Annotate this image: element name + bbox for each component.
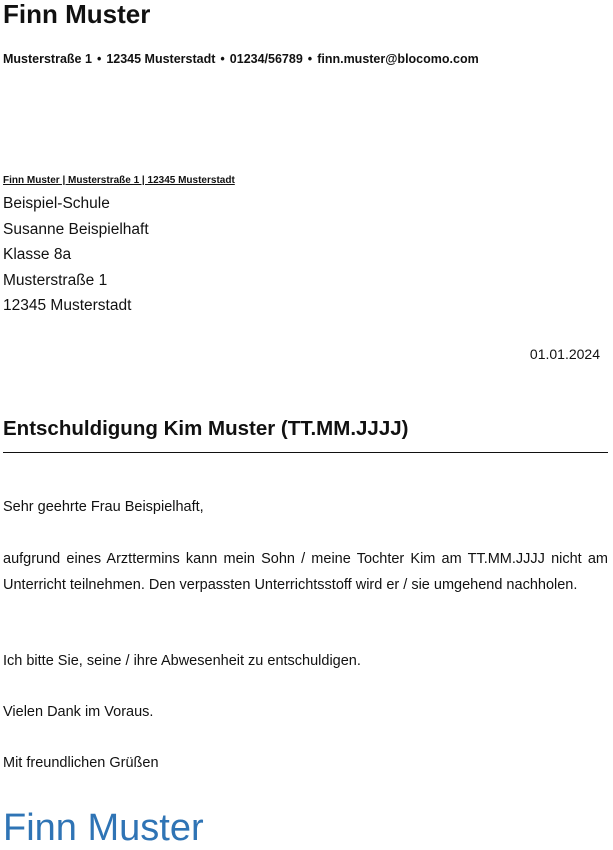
subject-divider <box>3 452 608 453</box>
sender-street: Musterstraße 1 <box>3 52 92 66</box>
closing-phrase: Mit freundlichen Grüßen <box>3 755 159 771</box>
recipient-address <box>3 191 149 319</box>
separator-dot: • <box>307 52 313 66</box>
recipient-class: Klasse 8a <box>3 246 72 264</box>
sender-phone: 01234/56789 <box>229 52 303 66</box>
signature: Finn Muster <box>3 807 204 849</box>
separator-dot: • <box>220 52 225 66</box>
return-address-line: Finn Muster | Musterstraße 1 | 12345 Musterstadt <box>3 175 235 186</box>
letter-subject: Entschuldigung Kim Muster (TT.MM.JJJJ) <box>3 417 409 440</box>
sender-city: 12345 Musterstadt <box>106 52 216 66</box>
sender-email: finn.muster@blocomo.com <box>317 52 479 66</box>
recipient-person: Susanne Beispielhaft <box>3 220 149 238</box>
sender-name: Finn Muster <box>3 0 151 29</box>
body-paragraph-2: Ich bitte Sie, seine / ihre Abwesenheit zu entschuldigen. <box>3 653 361 669</box>
salutation: Sehr geehrte Frau Beispielhaft, <box>3 499 204 515</box>
recipient-street: Musterstraße 1 <box>3 271 108 289</box>
letter-date: 01.01.2024 <box>529 346 600 362</box>
recipient-school: Beispiel-Schule <box>3 195 110 212</box>
recipient-city: 12345 Musterstadt <box>3 297 132 315</box>
body-paragraph-3: Vielen Dank im Voraus. <box>3 704 154 720</box>
body-paragraph-1: aufgrund eines Arzttermins kann mein Sohn / meine Tochter Kim am TT.MM.JJJJ nicht am Unterricht teilnehmen. Den verpassten Unterrichtsstoff wird er / sie umgehend nachholen. <box>3 551 608 593</box>
separator-dot: • <box>96 52 102 66</box>
sender-contact-line <box>3 51 479 67</box>
